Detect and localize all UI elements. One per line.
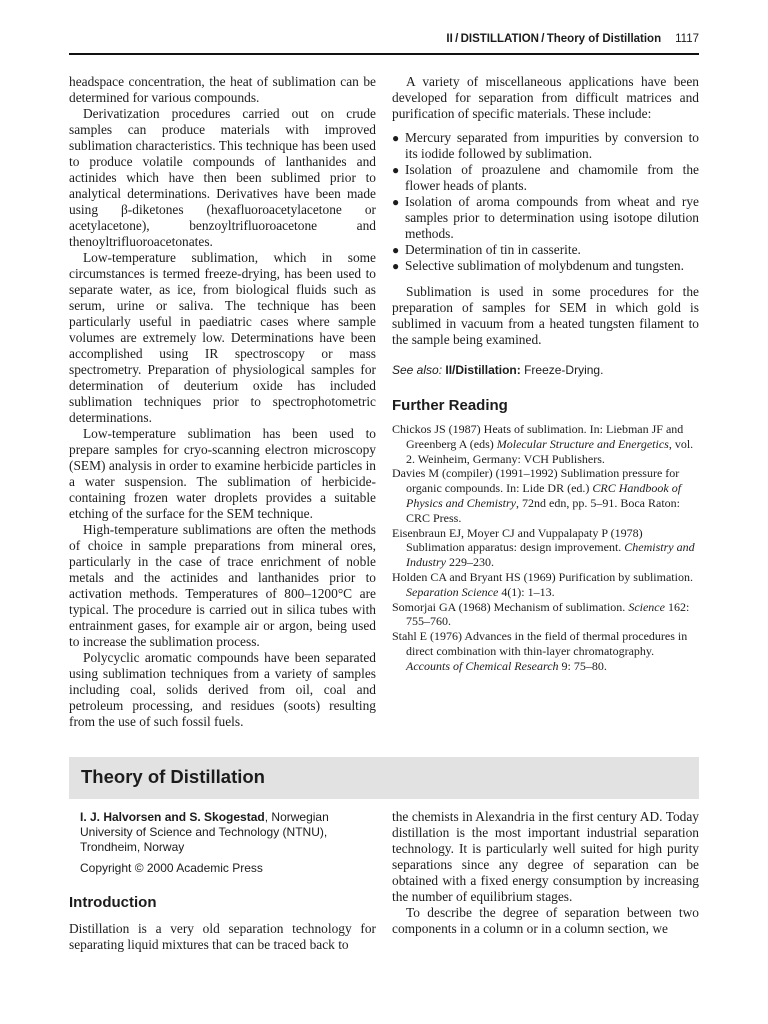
bullet-icon: ● bbox=[392, 243, 400, 257]
paragraph: Sublimation is used in some procedures for the preparation of samples for SEM in which gold is sublimed in vacuum from a heated tungsten filament to the sample being examined. bbox=[392, 284, 699, 347]
paragraph: the chemists in Alexandria in the first century AD. Today distillation is the most important industrial separation technology. It is particularly well suited for high purity separations since any degree of separation can be obtained with a fixed energy consumption by increasing the number of equilibrium stages. bbox=[392, 809, 699, 904]
reference-item: Davies M (compiler) (1991–1992) Sublimation pressure for organic compounds. In: Lide DR (ed.) CRC Handbook of Physics and Chemistry, 72nd edn, pp. 5–91. Boca Raton: CRC Press. bbox=[392, 466, 682, 525]
list-item: ● Isolation of aroma compounds from wheat and rye samples prior to determination using isotope dilution methods. bbox=[392, 194, 699, 241]
paragraph: Low-temperature sublimation, which in some circumstances is termed freeze-drying, has been used to separate water, as ice, from biological fluids such as serum, urine or saliva. The technique has been particularly useful in paediatric cases where sample volumes are extremely low. Determinations have been accomplished using IR spectroscopy or mass spectrometry. Preparation of physiological samples for determination of deuterium oxide has included sublimation techniques prior to spectrophotometric determinations. bbox=[69, 250, 376, 425]
paragraph: headspace concentration, the heat of sublimation can be determined for various compounds. bbox=[69, 74, 376, 105]
bullet-icon: ● bbox=[392, 131, 400, 145]
header-rule bbox=[69, 53, 699, 55]
running-head bbox=[69, 33, 699, 45]
page-number: 1117 bbox=[675, 33, 699, 45]
reference-item: Stahl E (1976) Advances in the field of thermal procedures in direct combination with thin-layer chromatography. Accounts of Chemical Research 9: 75–80. bbox=[392, 629, 688, 673]
further-reading-heading: Further Reading bbox=[392, 397, 508, 414]
paragraph: Polycyclic aromatic compounds have been separated using sublimation techniques from a variety of samples including coal, solids derived from oil, coal and petroleum processing, and residues (soots) resulting from the use of such fossil fuels. bbox=[69, 650, 376, 729]
introduction-heading: Introduction bbox=[69, 894, 157, 911]
affiliation: , Norwegian University of Science and Technology (NTNU), Trondheim, Norway bbox=[80, 810, 329, 854]
right-column bbox=[392, 74, 699, 674]
paragraph: A variety of miscellaneous applications have been developed for separation from difficult matrices and purification of specific materials. These include: bbox=[392, 74, 699, 121]
introduction-text-left: Distillation is a very old separation technology for separating liquid mixtures that can be traced back to bbox=[69, 921, 376, 952]
paragraph: Low-temperature sublimation has been used to prepare samples for cryo-scanning electron microscopy (SEM) analysis in order to examine herbicide particles in a water suspension. The sublimation of herbicide-containing frozen water droplets provides a suitable etching of the surface for the SEM technique. bbox=[69, 426, 376, 521]
see-also-topic[interactable]: Freeze-Drying. bbox=[524, 363, 604, 377]
see-also-ref[interactable]: II/Distillation: bbox=[445, 363, 521, 377]
list-item: ● Mercury separated from impurities by conversion to its iodide followed by sublimation. bbox=[392, 130, 699, 161]
paragraph: High-temperature sublimations are often the methods of choice in sample preparations from mineral ores, particularly in the case of trace enrichment of noble metals and the actinides and lanthanides prior to activation methods. Temperatures of 800–1200°C are typical. The procedure is carried out in silica tubes with entrainment gases, for example air or argon, being used to increase the sublimation process. bbox=[69, 522, 376, 649]
running-head-section: II / DISTILLATION / Theory of Distillation bbox=[446, 33, 662, 45]
bullet-icon: ● bbox=[392, 259, 400, 273]
bullet-icon: ● bbox=[392, 195, 400, 209]
bullet-icon: ● bbox=[392, 163, 400, 177]
reference-list bbox=[392, 422, 699, 674]
see-also-label: See also: bbox=[392, 363, 443, 377]
author-block bbox=[80, 810, 370, 855]
applications-list bbox=[392, 130, 699, 274]
article-title-banner bbox=[69, 757, 699, 799]
article-title: Theory of Distillation bbox=[81, 766, 265, 787]
reference-item: Chickos JS (1987) Heats of sublimation. In: Liebman JF and Greenberg A (eds) Molecular Structure and Energetics, vol. 2. Weinheim, Germany: VCH Publishers. bbox=[392, 422, 694, 466]
reference-item: Eisenbraun EJ, Moyer CJ and Vuppalapaty P (1978) Sublimation apparatus: design improvement. Chemistry and Industry 229–230. bbox=[392, 525, 695, 570]
paragraph: To describe the degree of separation between two components in a column or in a column section, we bbox=[392, 905, 699, 936]
list-item: ● Isolation of proazulene and chamomile from the flower heads of plants. bbox=[392, 162, 699, 193]
list-item: ● Determination of tin in casserite. bbox=[392, 242, 581, 257]
paragraph: Derivatization procedures carried out on crude samples can produce materials with improved sublimation characteristics. This technique has been used to produce volatile compounds of lanthanides and actinides which have then been sublimed prior to analytical determinations. Derivatives have been made using β-diketones (hexafluoroacetylacetone or acetylacetone), benzoyltrifluoroacetone and thenoyltrifluoroacetonates. bbox=[69, 106, 376, 249]
reference-item: Somorjai GA (1968) Mechanism of sublimation. Science 162: 755–760. bbox=[392, 599, 690, 629]
introduction-text-right bbox=[392, 809, 699, 937]
reference-item: Holden CA and Bryant HS (1969) Purification by sublimation. Separation Science 4(1): 1–13. bbox=[392, 569, 693, 599]
author-names: I. J. Halvorsen and S. Skogestad bbox=[80, 810, 265, 824]
list-item: ● Selective sublimation of molybdenum and tungsten. bbox=[392, 258, 684, 273]
copyright-line: Copyright © 2000 Academic Press bbox=[80, 861, 263, 875]
see-also bbox=[392, 362, 699, 378]
left-column bbox=[69, 74, 376, 730]
